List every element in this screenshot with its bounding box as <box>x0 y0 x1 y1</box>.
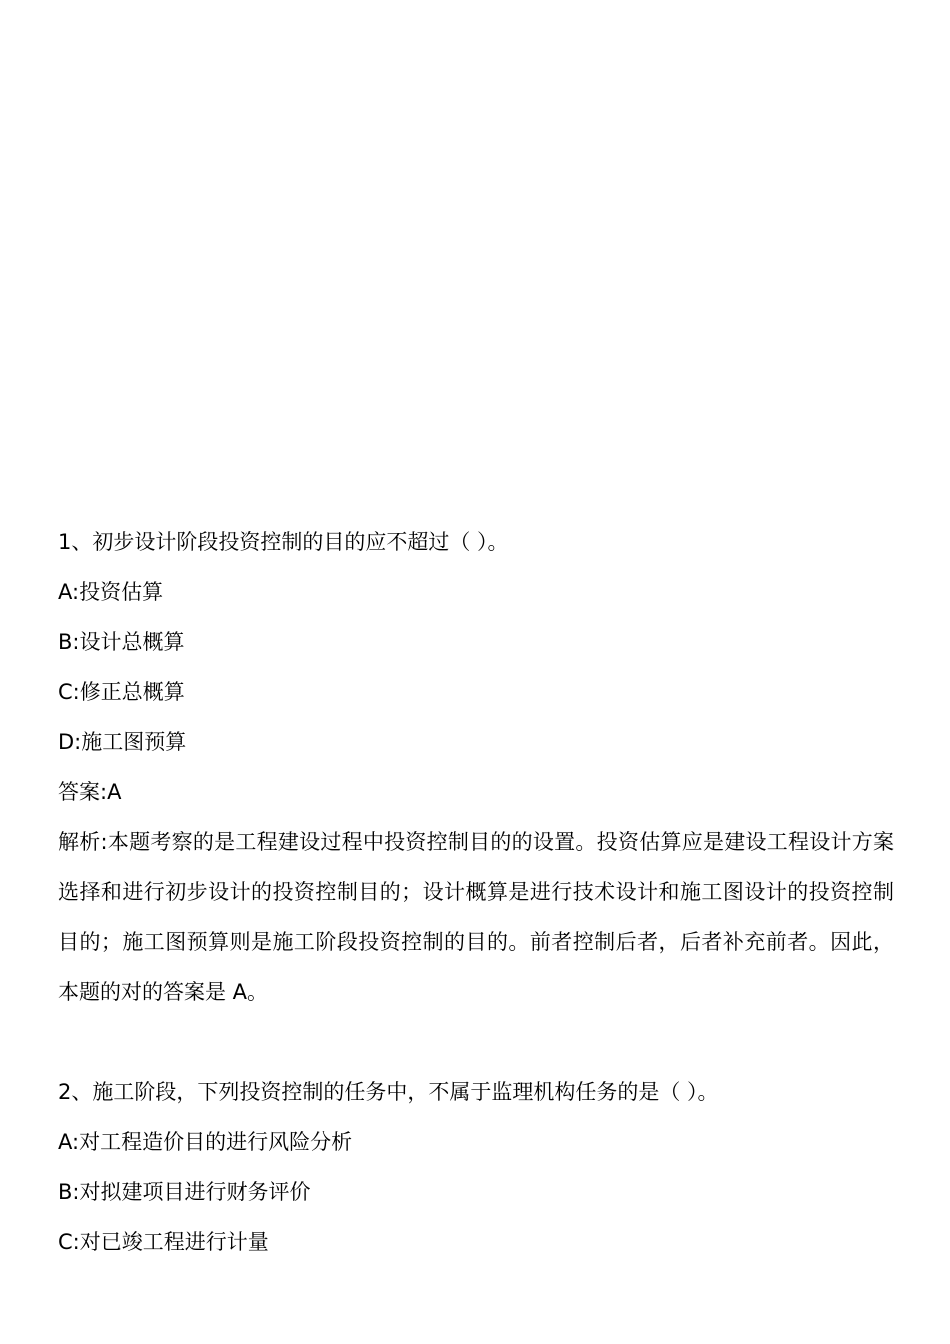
question-1-option-d: D:施工图预算 <box>58 730 187 754</box>
question-1-option-a: A:投资估算 <box>58 580 164 604</box>
question-2-option-c: C:对已竣工程进行计量 <box>58 1230 269 1254</box>
question-1-option-c: C:修正总概算 <box>58 680 185 704</box>
question-2-stem: 2、施工阶段，下列投资控制的任务中，不属于监理机构任务的是（ ）。 <box>58 1080 719 1104</box>
question-2 <box>58 1067 894 1267</box>
question-1-option-b: B:设计总概算 <box>58 630 185 654</box>
question-2-option-a: A:对工程造价目的进行风险分析 <box>58 1130 353 1154</box>
question-1-answer: 答案:A <box>58 780 122 804</box>
question-2-option-b: B:对拟建项目进行财务评价 <box>58 1180 311 1204</box>
question-1-analysis: 解析:本题考察的是工程建设过程中投资控制目的的设置。投资估算应是建设工程设计方案选择和进行初步设计的投资控制目的；设计概算是进行技术设计和施工图设计的投资控制目的；施工图预算则是施工阶段投资控制的目的。前者控制后者，后者补充前者。因此，本题的对的答案是 A。 <box>58 830 894 1004</box>
question-1-stem: 1、初步设计阶段投资控制的目的应不超过（ ）。 <box>58 530 509 554</box>
question-list <box>58 517 894 1267</box>
question-1 <box>58 517 894 1017</box>
question-spacer <box>58 1017 894 1067</box>
